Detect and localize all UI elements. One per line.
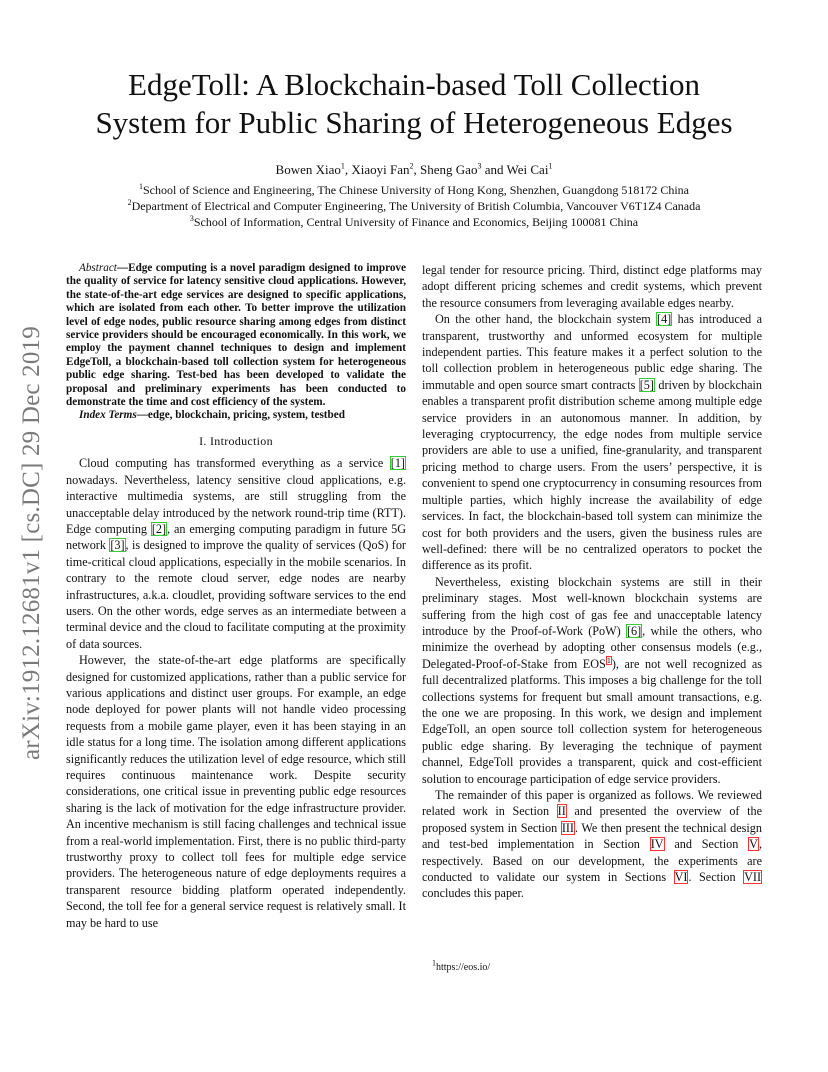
affiliation bbox=[40, 182, 788, 198]
citation-link[interactable]: [5] bbox=[639, 377, 654, 392]
left-column bbox=[66, 262, 406, 931]
abstract bbox=[66, 262, 406, 409]
title-line-2: System for Public Sharing of Heterogeneous Edges bbox=[95, 105, 733, 140]
paper-title bbox=[40, 66, 788, 142]
author-separator: , bbox=[413, 162, 421, 177]
abstract-text: —Edge computing is a novel paradigm designed to improve the quality of service for latency sensitive cloud applications. However, the state-of-the-art edge services are designed to specific applications, which are isolated from each other. To better improve the utilization level of edge nodes, public resource sharing among edges from distinct service providers should be encouraged economically. In this work, we employ the payment channel techniques to design and implement EdgeToll, a blockchain-based toll collection system for heterogeneous public edge sharing. Test-bed has been developed to validate the proposal and preliminary experiments has been conducted to demonstrate the time and cost efficiency of the system. bbox=[66, 262, 406, 409]
intro-paragraph-5: The remainder of this paper is organized as follows. We reviewed related work in Section II and presented the overview of the proposed system in Section III. We then present the technical design and test-bed implementation in Section IV and Section V, respectively. Based on our development, the experiments are conducted to validate our system in Sections VI. Section VII concludes this paper. bbox=[422, 788, 762, 901]
footnote-mark: 1 bbox=[432, 958, 436, 968]
affiliation bbox=[40, 214, 788, 230]
author-affiliation-mark: 2 bbox=[409, 161, 414, 171]
footnote-link[interactable]: 1 bbox=[606, 655, 611, 665]
author-name: Bowen Xiao bbox=[275, 162, 341, 177]
intro-paragraph-1: Cloud computing has transformed everything as a service [1] nowadays. Nevertheless, latency sensitive cloud applications, e.g. interactive multimedia systems, are still struggling from the unacceptable delay introduced by the network round-trip time (RTT). Edge computing [2], an emerging computing paradigm in future 5G network [3], is designed to improve the quality of services (QoS) for time-critical cloud applications, especially in the mobile scenarios. In contrary to the remote cloud server, edge nodes are nearby infrastructures, a.k.a. cloudlet, providing software services to the end users. On the other words, edge serves as an intermediate between a terminal device and the cloud to facilitate computing at the proximity of data sources. bbox=[66, 456, 407, 651]
citation-link[interactable]: [1] bbox=[390, 456, 405, 471]
affiliation bbox=[40, 198, 788, 214]
section-link[interactable]: III bbox=[561, 820, 574, 835]
section-link[interactable]: VII bbox=[744, 870, 761, 885]
title-line-1: EdgeToll: A Blockchain-based Toll Collection bbox=[128, 67, 700, 102]
intro-paragraph-4: Nevertheless, existing blockchain systems are still in their preliminary stages. Most well-known blockchain systems are suffering from the high cost of gas fee and unacceptable latency introduce by the Proof-of-Work (PoW) [6], while the others, who minimize the overhead by adopting other consensus models (e.g., Delegated-Proof-of-Stake from EOS$^1$), are not well recognized as full decentralized platforms. This imposes a big challenge for the toll collections systems for frequent but small amount transactions, e.g. the one we are proposing. In this work, we design and implement EdgeToll, an open source toll collection system for heterogeneous public edge sharing. By leveraging the technique of payment channel, EdgeToll provides a transparent, quick and cost-efficient solution to encourage participation of edge service providers. bbox=[422, 574, 762, 786]
right-column bbox=[422, 262, 762, 902]
affiliation-text: School of Science and Engineering, The Chinese University of Hong Kong, Shenzhen, Guangdong 518172 China bbox=[142, 183, 689, 197]
author-name: Xiaoyi Fan bbox=[351, 162, 410, 177]
author-separator: , bbox=[344, 162, 352, 177]
affiliation-mark: 2 bbox=[127, 198, 132, 207]
footnote bbox=[432, 958, 491, 973]
section-link[interactable]: V bbox=[749, 837, 758, 852]
intro-paragraph-2-continued: legal tender for resource pricing. Third, distinct edge platforms may adopt different pricing schemes and credit systems, which prevent the resource consumers from leveraging available edges nearby. bbox=[422, 263, 762, 310]
affiliation-mark: 1 bbox=[138, 182, 143, 191]
author-affiliation-mark: 1 bbox=[340, 161, 345, 171]
index-terms bbox=[66, 409, 406, 422]
author-separator: and bbox=[481, 162, 507, 177]
intro-paragraph-3: On the other hand, the blockchain system [4] has introduced a transparent, trustworthy and unformed ecosystem for multiple independent parties. This feature makes it a perfect solution to the toll collection problem in heterogeneous public edge sharing. The immutable and open source smart contracts [5] driven by blockchain enables a transparent profit distribution scheme among multiple edge service providers in an autonomous manner. In addition, by leveraging cryptocurrency, the edge nodes from multiple service providers are able to use a unified, fine-granularity, and transparent pricing method to charge users. From the users’ perspective, it is convenient to spend one cryptocurrency in consuming resources from multiple parties, which highly increase the availability of edge services. In fact, the blockchain-based toll system can minimize the cost for both providers and the users, given the business rules are well-defined: there will be no centralized operators to pocket the difference as its profit. bbox=[422, 312, 762, 573]
citation-link[interactable]: [6] bbox=[626, 623, 642, 638]
author-name: Sheng Gao bbox=[420, 162, 478, 177]
citation-link[interactable]: [2] bbox=[151, 521, 167, 536]
affiliation-text: Department of Electrical and Computer Engineering, The University of British Columbia, Vancouver V6T1Z4 Canada bbox=[131, 199, 701, 213]
section-heading: I. Introduction bbox=[199, 433, 273, 448]
intro-paragraph-2: However, the state-of-the-art edge platforms are specifically designed for customized applications, rather than a public service for various applications and distinct user groups. For example, an edge node deployed for power plants will not handle video processing requests from a mobile game player, even it has been staying in an idle status for a long time. The isolation among different applications significantly reduces the utilization level of edge resource, which still requires continuous maintenance work. Despite security considerations, one critical issue in preventing public edge resources sharing is the lack of motivation for the edge infrastructure provider. An incentive mechanism is still facing challenges and technical issue from a real-world implementation. First, there is no public third-party trustworthy proxy to collect toll fees for multiple edge service providers. The heterogeneous nature of edge deployments requires a transparent resource bidding platform operated independently. Second, the toll fee for a general service request is relatively small. It may be hard to use bbox=[66, 653, 406, 930]
abstract-label: Abstract bbox=[79, 262, 117, 274]
section-link[interactable]: VI bbox=[674, 870, 688, 885]
section-link[interactable]: II bbox=[557, 804, 566, 819]
footnote-url: https://eos.io/ bbox=[436, 962, 491, 973]
affiliation-text: School of Information, Central University of Finance and Economics, Beijing 100081 China bbox=[193, 215, 639, 229]
citation-link[interactable]: [3] bbox=[110, 538, 125, 553]
index-terms-label: Index Terms bbox=[79, 409, 137, 422]
author-name: Wei Cai bbox=[506, 162, 549, 177]
author-affiliation-mark: 1 bbox=[548, 161, 553, 171]
author-affiliation-mark: 3 bbox=[477, 161, 482, 171]
affiliation-mark: 3 bbox=[189, 214, 194, 223]
citation-link[interactable]: [4] bbox=[657, 312, 672, 327]
affiliation-list bbox=[40, 182, 788, 230]
author-list bbox=[40, 162, 788, 178]
arxiv-identifier: arXiv:1912.12681v1 [cs.DC] 29 Dec 2019 bbox=[18, 326, 45, 760]
index-terms-text: —edge, blockchain, pricing, system, testbed bbox=[136, 409, 345, 422]
section-link[interactable]: IV bbox=[650, 837, 664, 852]
